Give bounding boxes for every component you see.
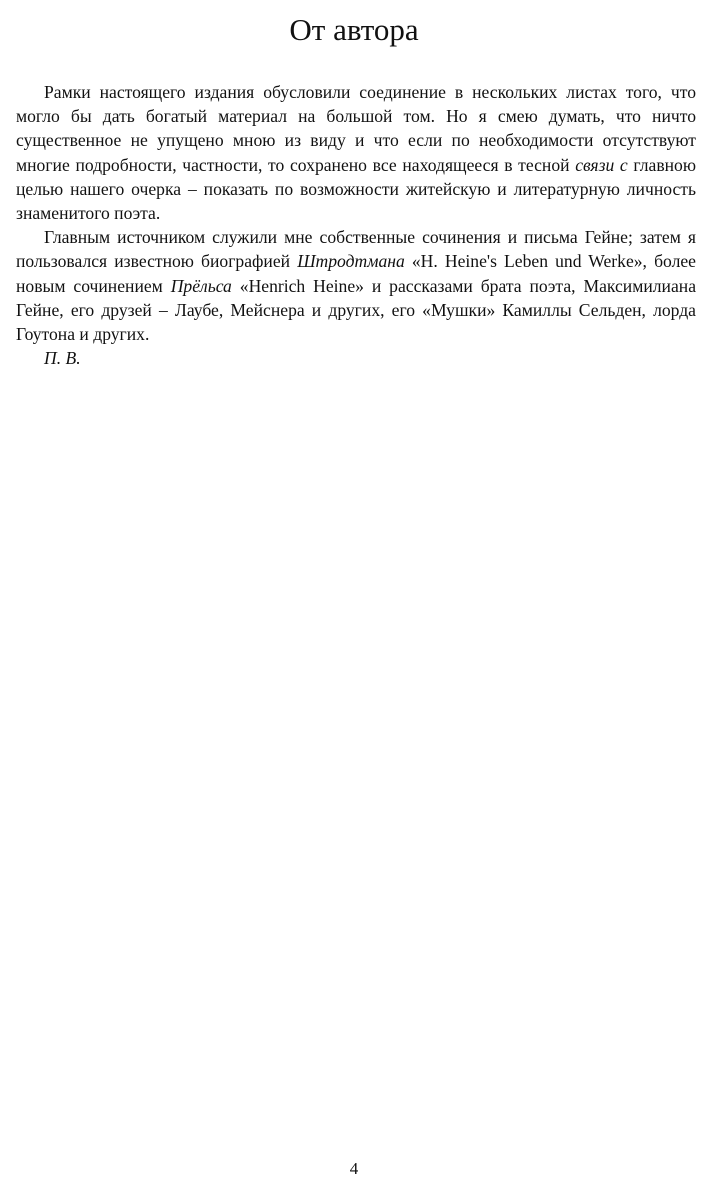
page-title: От автора xyxy=(289,12,419,47)
paragraph-1 xyxy=(16,80,696,225)
paragraph-2-text-1: Главным источником служили мне собственные сочинения и письма Гейне; затем я пользовался известною биографией xyxy=(16,227,696,272)
page-number: 4 xyxy=(349,1159,359,1178)
paragraph-2 xyxy=(16,225,696,346)
author-signature: П. В. xyxy=(44,348,81,369)
paragraph-2-italic-2: Прёльса xyxy=(170,275,232,296)
paragraph-2-text-3: «Henrich Heine» и рассказами брата поэта, Максимилиана Гейне, его друзей – Лаубе, Мейснера и других, его «Мушки» Камиллы Сельден, лорда Гоутона и других. xyxy=(16,275,697,345)
paragraph-2-text-2: «H. Heine's Leben und Werke», более новым сочинением xyxy=(16,251,696,296)
paragraph-1-text-1: Рамки настоящего издания обусловили соединение в нескольких листах того, что могло бы дать богатый материал на большой том. Но я смею думать, что ничто существенное не упущено мною из виду и что если по необходимости отсутствуют многие подробности, частности, то сохранено все находящееся в тесной xyxy=(16,82,696,175)
paragraph-2-italic-1: Штродтмана xyxy=(297,251,405,272)
paragraph-1-text-2: главною целью нашего очерка – показать по возможности житейскую и литературную личность знаменитого поэта. xyxy=(16,154,696,224)
body-text xyxy=(16,80,696,370)
paragraph-1-italic-1: связи с xyxy=(575,154,628,175)
